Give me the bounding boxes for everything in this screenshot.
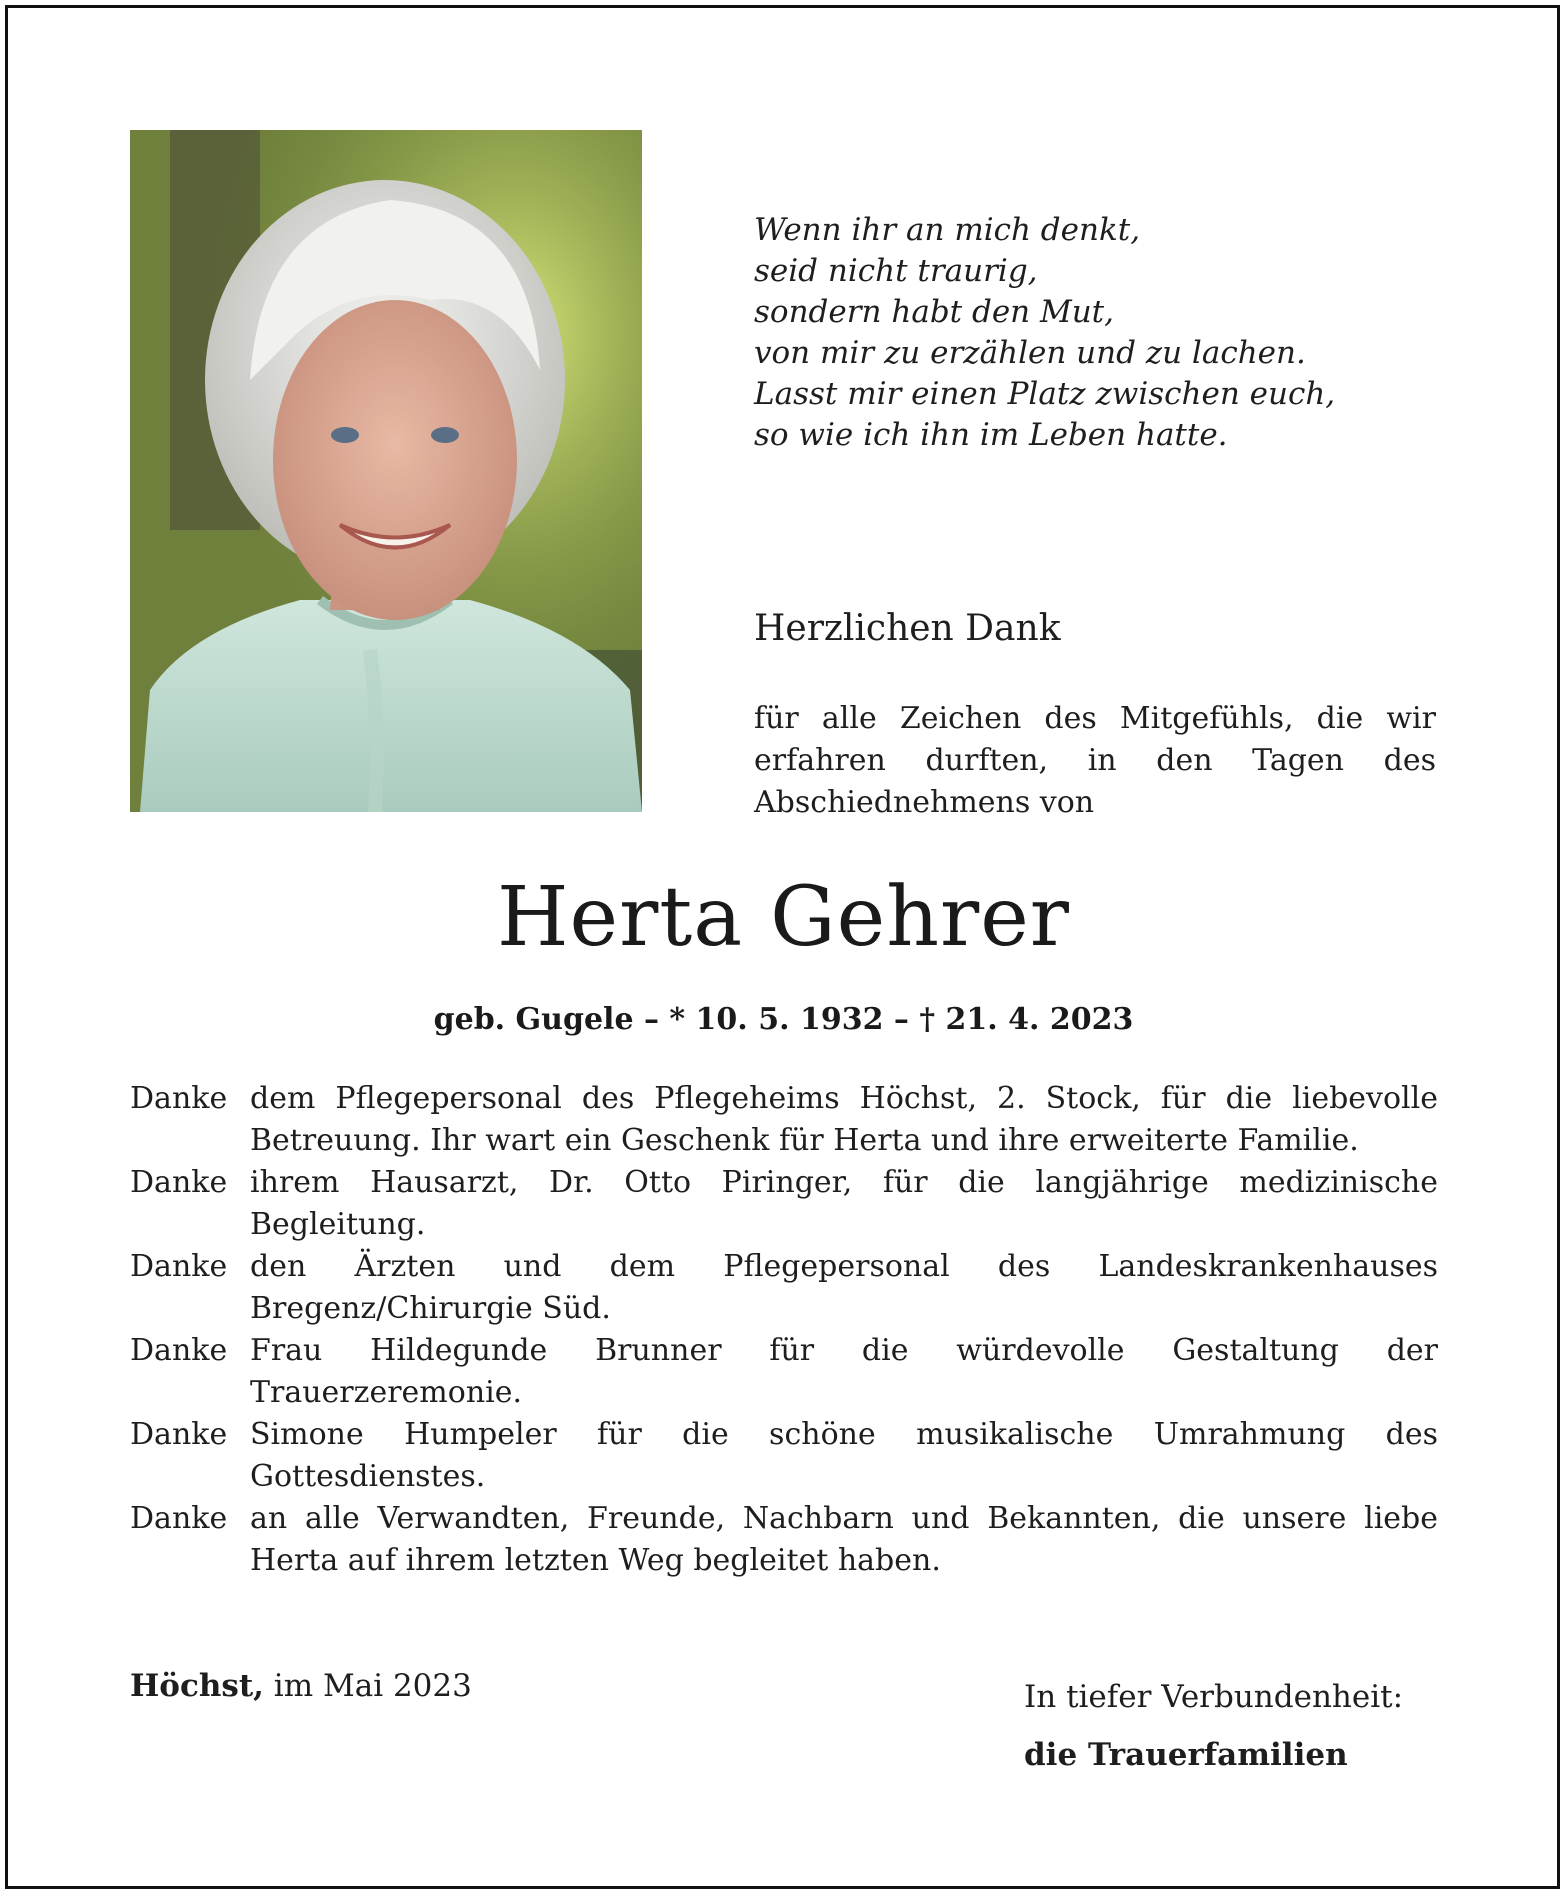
list-item bbox=[130, 1330, 1438, 1414]
deceased-name: Herta Gehrer bbox=[497, 870, 1070, 965]
list-item bbox=[130, 1498, 1438, 1582]
danke-label: Danke bbox=[130, 1081, 228, 1116]
portrait-photo bbox=[130, 130, 642, 812]
list-item bbox=[130, 1246, 1438, 1330]
portrait-illustration bbox=[130, 130, 642, 812]
place-date bbox=[130, 1668, 472, 1704]
list-item bbox=[130, 1414, 1438, 1498]
danke-text: Simone Humpeler für die schöne musikalische Umrahmung des Gottesdienstes. bbox=[250, 1417, 1438, 1494]
poem-line: Wenn ihr an mich denkt, bbox=[754, 212, 1141, 248]
thanks-heading: Herzlichen Dank bbox=[754, 608, 1061, 649]
closing-phrase: In tiefer Verbundenheit: bbox=[1024, 1679, 1404, 1715]
poem-line: Lasst mir einen Platz zwischen euch, bbox=[754, 376, 1336, 412]
danke-label: Danke bbox=[130, 1417, 228, 1452]
danke-text: ihrem Hausarzt, Dr. Otto Piringer, für die langjährige medizinische Begleitung. bbox=[250, 1165, 1438, 1242]
danke-label: Danke bbox=[130, 1165, 228, 1200]
danke-text: dem Pflegepersonal des Pflegeheims Höchst, 2. Stock, für die liebevolle Betreuung. Ihr wart ein Geschenk für Herta und ihre erweiterte Familie. bbox=[250, 1081, 1438, 1158]
acknowledgements-list bbox=[130, 1078, 1438, 1582]
danke-text: Frau Hildegunde Brunner für die würdevolle Gestaltung der Trauerzeremonie. bbox=[250, 1333, 1438, 1410]
signature: die Trauerfamilien bbox=[1024, 1737, 1348, 1773]
birth-death-dates: geb. Gugele – * 10. 5. 1932 – † 21. 4. 2023 bbox=[433, 1002, 1134, 1037]
danke-label: Danke bbox=[130, 1249, 228, 1284]
poem-line: von mir zu erzählen und zu lachen. bbox=[754, 335, 1306, 371]
notice-date: im Mai 2023 bbox=[263, 1668, 472, 1704]
list-item bbox=[130, 1078, 1438, 1162]
memorial-poem bbox=[754, 210, 1454, 456]
danke-label: Danke bbox=[130, 1333, 228, 1368]
danke-text: den Ärzten und dem Pflegepersonal des Landeskrankenhauses Bregenz/Chirurgie Süd. bbox=[250, 1249, 1438, 1326]
list-item bbox=[130, 1162, 1438, 1246]
danke-text: an alle Verwandten, Freunde, Nachbarn und Bekannten, die unsere liebe Herta auf ihrem letzten Weg begleitet haben. bbox=[250, 1501, 1438, 1578]
place-name: Höchst, bbox=[130, 1668, 264, 1704]
thanks-paragraph: für alle Zeichen des Mitgefühls, die wir erfahren durften, in den Tagen des Abschiednehmens von bbox=[754, 701, 1436, 820]
closing-block bbox=[1024, 1668, 1403, 1784]
poem-line: sondern habt den Mut, bbox=[754, 294, 1114, 330]
poem-line: seid nicht traurig, bbox=[754, 253, 1038, 289]
danke-label: Danke bbox=[130, 1501, 228, 1536]
poem-line: so wie ich ihn im Leben hatte. bbox=[754, 417, 1228, 453]
